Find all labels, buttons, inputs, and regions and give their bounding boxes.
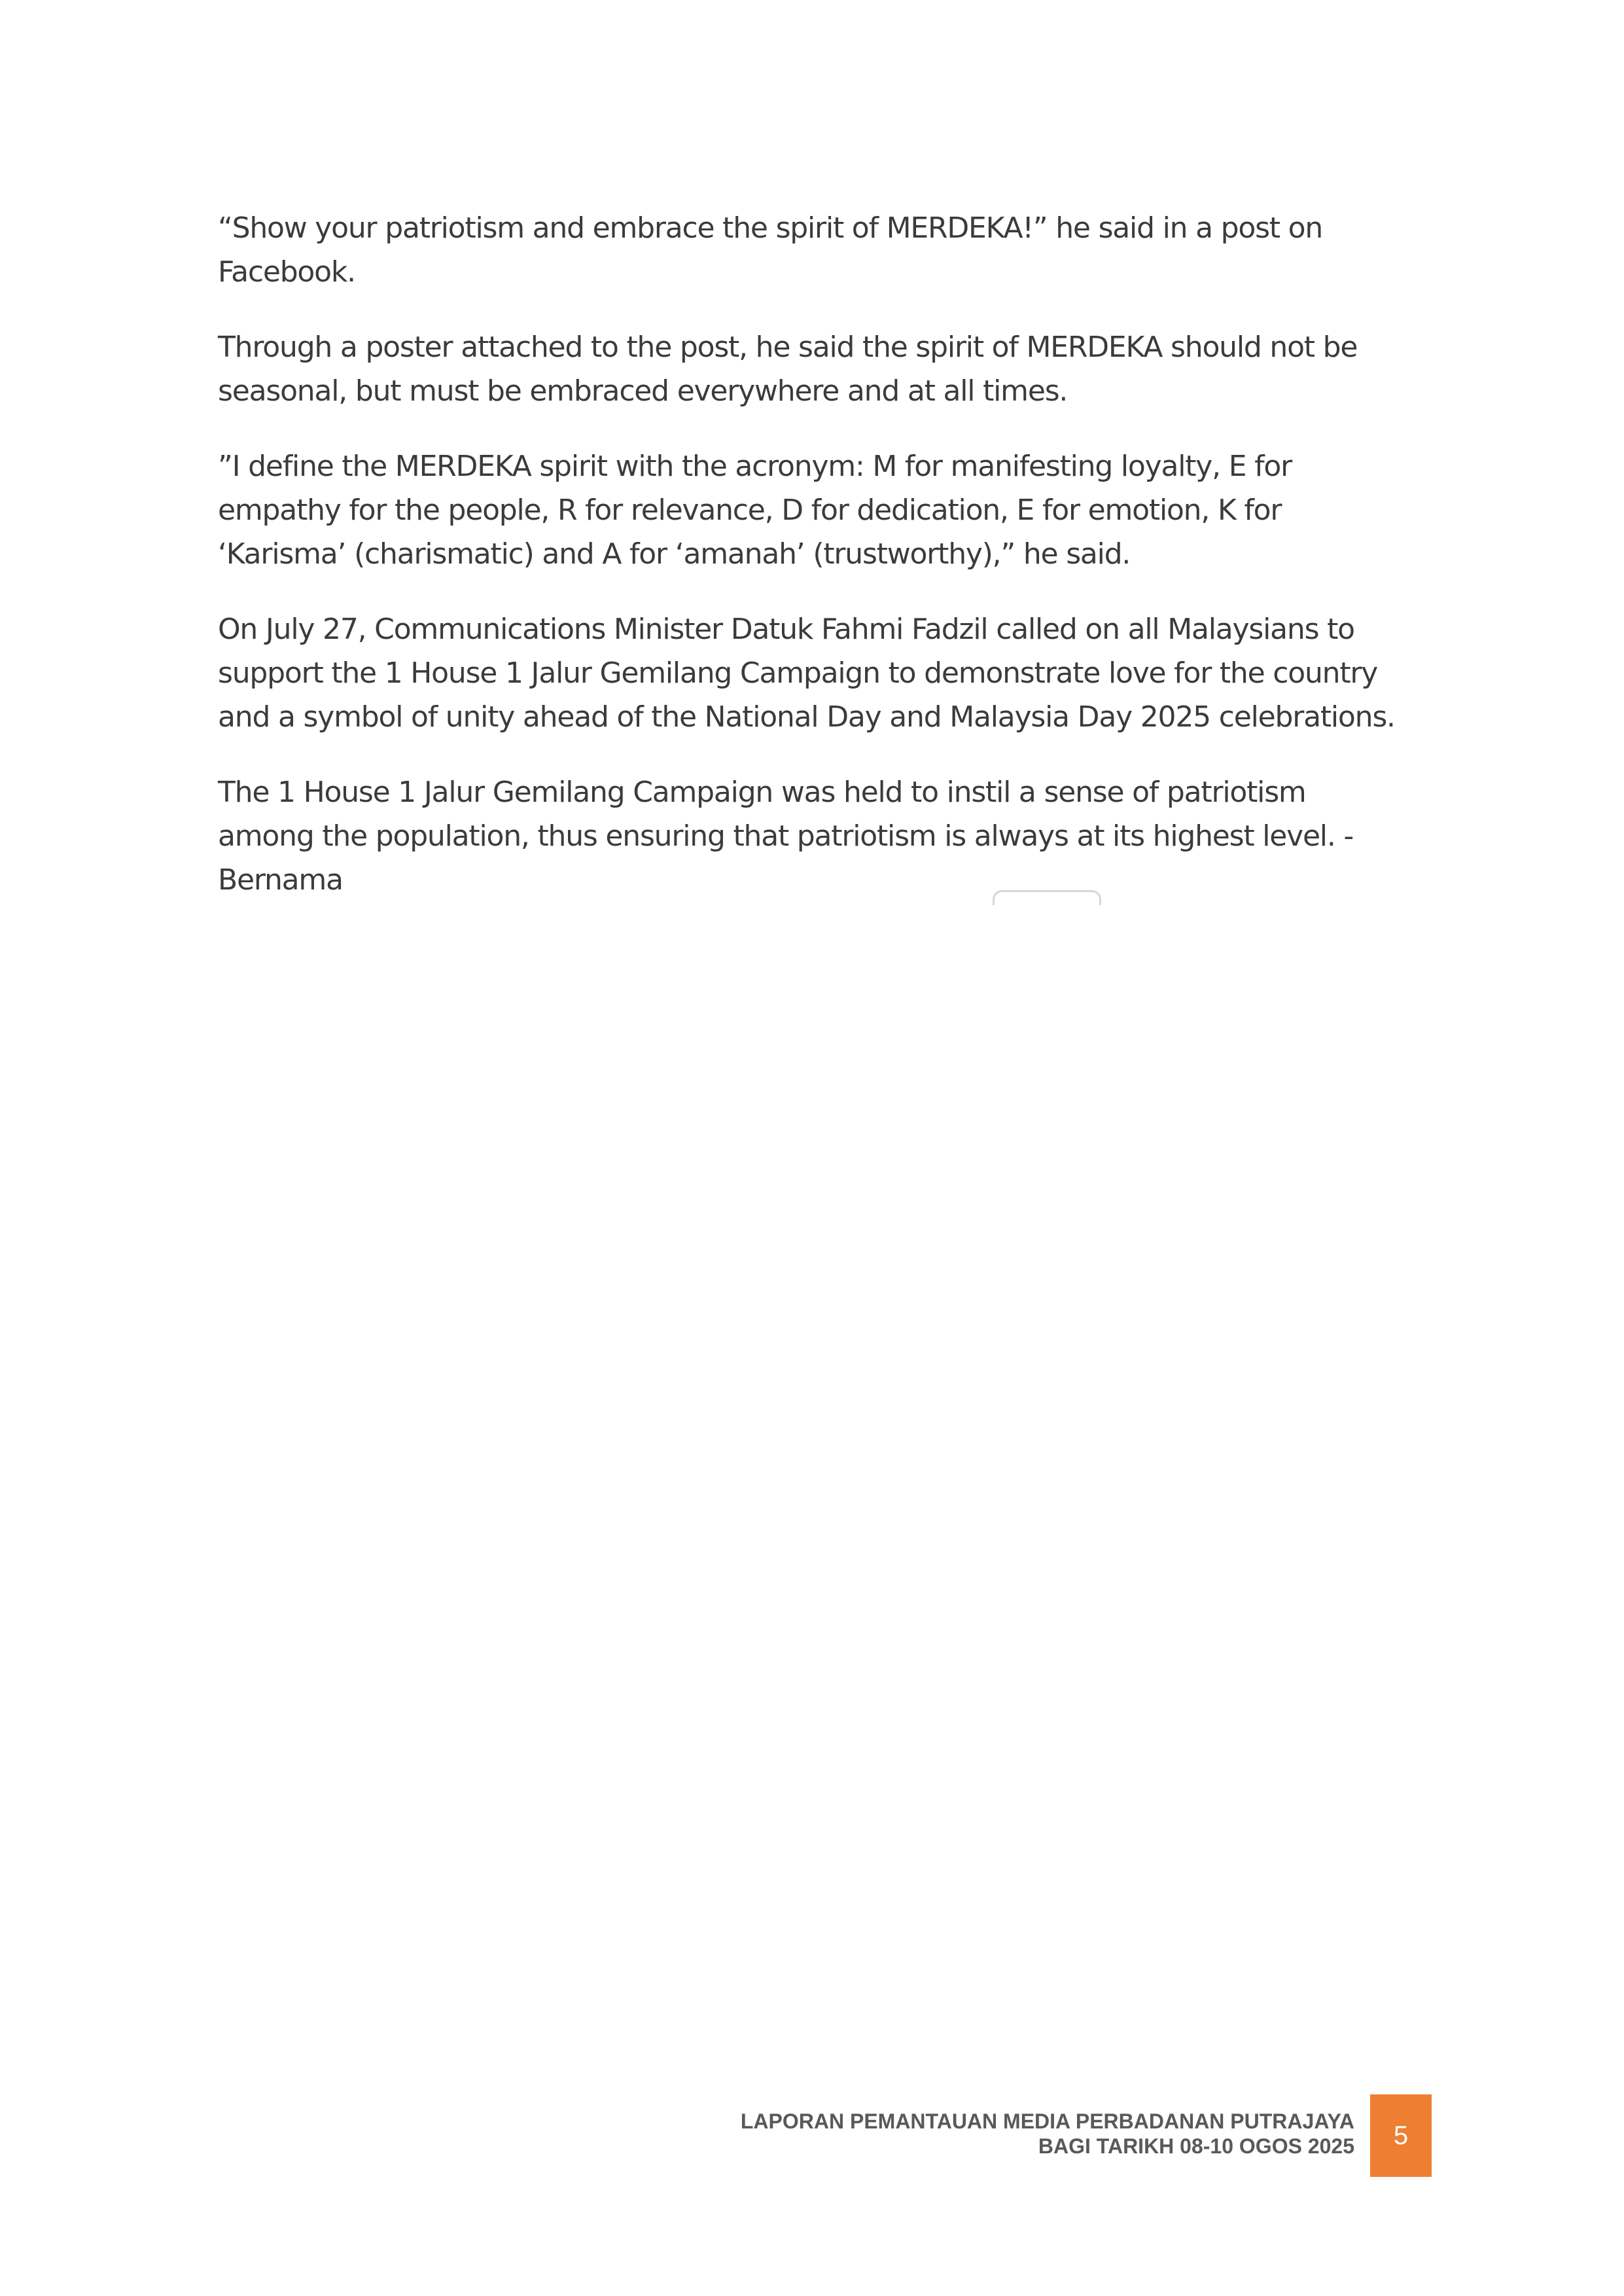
article-body (218, 206, 1396, 933)
article-paragraph-3: ”I define the MERDEKA spirit with the acronym: M for manifesting loyalty, E for empathy for the people, R for relevance, D for dedication, E for emotion, K for ‘Karisma’ (charismatic) and A for ‘amanah’ (trustworthy),” he said. (218, 450, 1292, 571)
page-number: 5 (1393, 2121, 1409, 2150)
article-paragraph-5: The 1 House 1 Jalur Gemilang Campaign was held to instil a sense of patriotism among the population, thus ensuring that patriotism is always at its highest level. - Bernama (218, 776, 1354, 897)
article-paragraph-4: On July 27, Communications Minister Datuk Fahmi Fadzil called on all Malaysians to support the 1 House 1 Jalur Gemilang Campaign to demonstrate love for the country and a symbol of unity ahead of the National Day and Malaysia Day 2025 celebrations. (218, 613, 1395, 734)
report-footer (589, 2109, 1354, 2159)
footer-report-date: BAGI TARIKH 08-10 OGOS 2025 (1038, 2134, 1354, 2158)
article-paragraph-1: “Show your patriotism and embrace the spirit of MERDEKA!” he said in a post on Facebook. (218, 211, 1323, 289)
embedded-tab-fragment (993, 890, 1101, 905)
article-paragraph-2: Through a poster attached to the post, he said the spirit of MERDEKA should not be seasonal, but must be embraced everywhere and at all times. (218, 331, 1358, 408)
footer-report-title: LAPORAN PEMANTAUAN MEDIA PERBADANAN PUTRAJAYA (740, 2109, 1354, 2133)
page-number-badge (1370, 2094, 1432, 2177)
